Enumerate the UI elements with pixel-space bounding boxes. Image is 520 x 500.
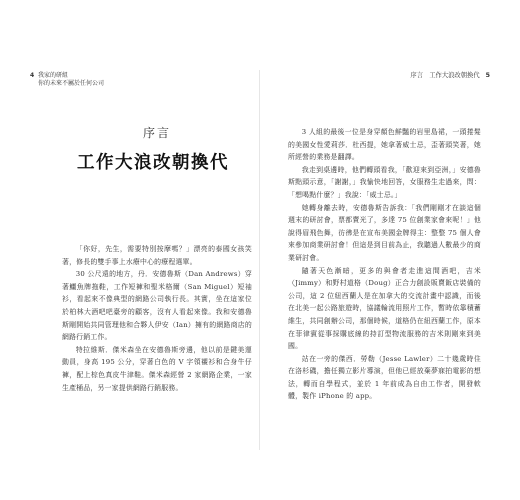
- paragraph: 「你好，先生，需要特別按摩嗎？」漂亮的泰國女孩笑著，修長的雙手事上水療中心的療程選單。: [62, 245, 252, 266]
- right-body-text: [288, 126, 481, 403]
- page-gutter: [259, 70, 260, 450]
- paragraph: 她轉身離去時，安德魯斯告訴我：「我們剛剛才在談這個週末的研討會，票都賣光了，多達 75 位創業家會來呢！」他說得眉飛色舞，彷彿是在宣布美國金牌得主：整整 75 個人會來參加商業研討會！但這是到目前為止，我聽過人數最少的商業研討會。: [288, 203, 481, 262]
- left-header-line-1: 我家的研組: [38, 72, 69, 79]
- left-body-text: [62, 243, 252, 394]
- section-label: 序言: [143, 126, 172, 140]
- right-page-number: 5: [485, 72, 490, 79]
- chapter-title: 工作大浪改朝換代: [77, 153, 229, 173]
- right-header-text: 序言 工作大浪改朝換代: [410, 72, 480, 79]
- paragraph: 我走到桌邊時，他們轉頭看我，「歡迎來到亞洲，」安德魯斯點頭示意，「謝謝，」我愉快地回答，女服務生走過來，問：「想喝點什麼？」我說：「威士忌。」: [288, 165, 481, 199]
- right-running-header: [410, 72, 490, 80]
- left-header-line-2: 你的未來不屬於任何公司: [38, 80, 105, 87]
- paragraph: 站在一旁的傑西．勞勒（Jesse Lawler）二十幾歲時住在洛杉磯，擔任獨立影片導演，但他已經放棄夢寐拍電影的想法，轉而自學程式，並於 1 年前成為自由工作者，開發軟體，製作 iPhone 的 app。: [288, 354, 481, 401]
- paragraph: 3 人組的最後一位是身穿顏色鮮豔的岩里島裙，一頭捲髮的美國女性愛莉莎．杜西提，她拿著威士忌，歪著頭笑著，她所經營的業務是翻譯。: [288, 128, 481, 162]
- paragraph: 特拉維斯．傑米森坐在安德魯斯旁邊，他以前是鍵美運動員，身高 195 公分，穿著白色的 V 字領襯衫和合身牛仔褲，配上棕色真皮牛津鞋。傑米森經營 2 家網路企業，一家生產桶品，另一家提供網路行銷服務。: [62, 345, 252, 392]
- paragraph: 隨著天色漸暗，更多的與會者走進這間酒吧，吉米（Jimmy）和野村道格（Doug）正合力創設販賣飯店裝備的公司，這 2 位紐西蘭人是在加拿大的交流計畫中認識，而後在北美一起公路旅遊時，協議輪流用照片工作，暫時依靠積蓄維生，共同創辦公司，那個時候，道格仍在紐西蘭工作，原本在菲律賓從事採購底線的持訂型物流服務的吉米則剛來到美國。: [288, 266, 481, 351]
- left-page-number: 4: [30, 72, 35, 79]
- paragraph: 30 公尺遠的地方，丹．安德魯斯（Dan Andrews）穿著鱷魚牌拖鞋，工作短褲和聖米格爾（San Miguel）短袖衫，看起來不像典型的網路公司執行長。其實，坐在這家位於柏林大酒吧吧臺旁的顧客，沒有人看起來像。我和安德魯斯剛開始共同管理他和合夥人伊安（Ian）擁有的網路商店的網路行銷工作。: [62, 270, 252, 342]
